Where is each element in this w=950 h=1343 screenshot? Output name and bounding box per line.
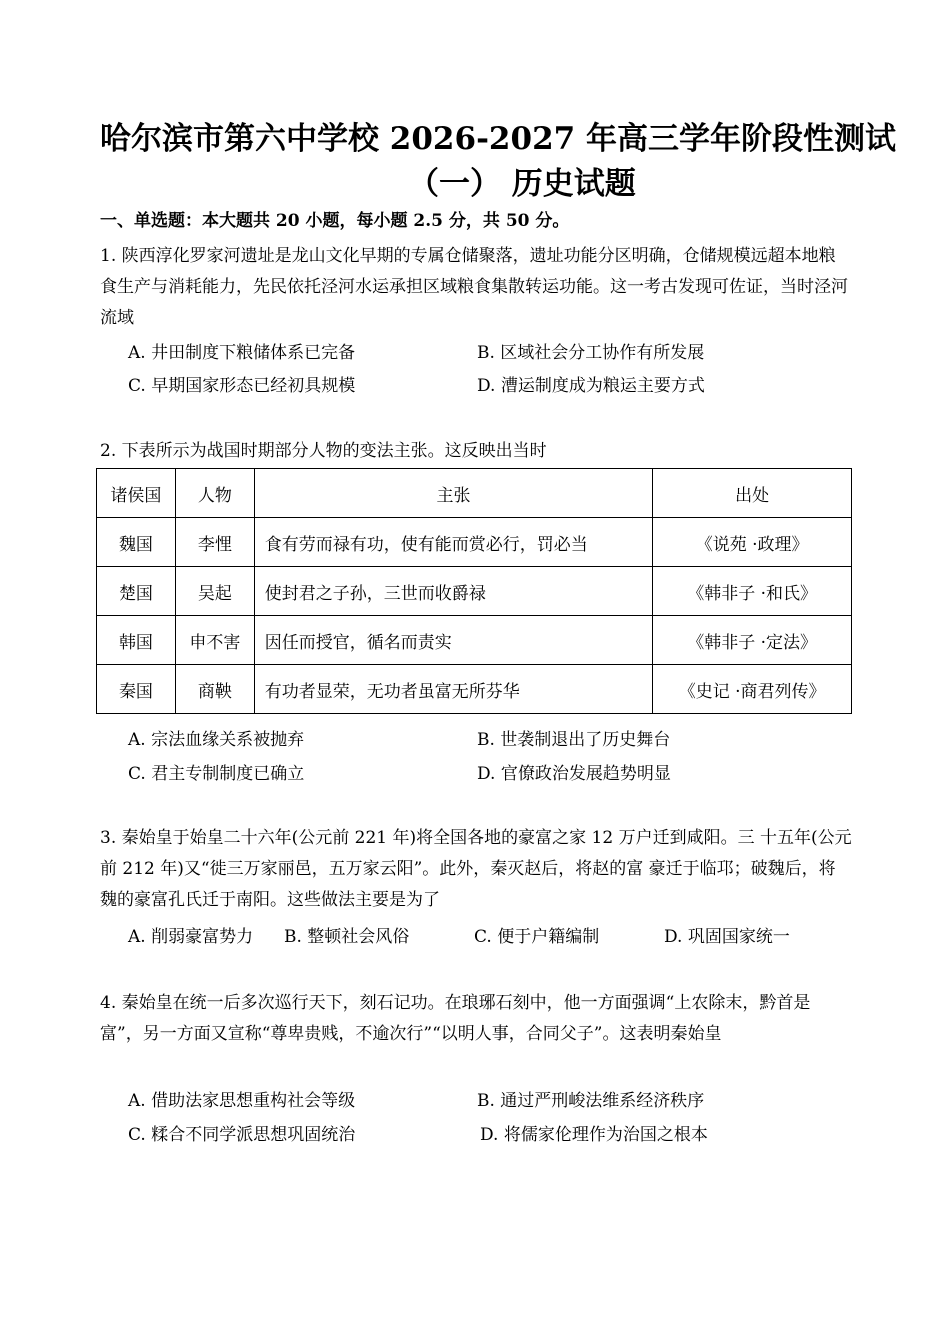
table-cell-person: 李悝 <box>175 518 254 567</box>
table-row <box>97 518 852 567</box>
table-header-cell: 人物 <box>175 469 254 518</box>
table-cell-state: 秦国 <box>97 665 176 714</box>
q4-option-c: C. 糅合不同学派思想巩固统治 <box>128 1125 356 1145</box>
table-header-cell: 出处 <box>653 469 852 518</box>
q4-option-b: B. 通过严刑峻法维系经济秩序 <box>477 1091 705 1111</box>
q3-option-c: C. 便于户籍编制 <box>474 927 600 947</box>
table-header-cell: 主张 <box>254 469 652 518</box>
q1-option-d: D. 漕运制度成为粮运主要方式 <box>477 376 705 396</box>
table-cell-source: 《韩非子 ·和氏》 <box>653 567 852 616</box>
q3-option-a: A. 削弱豪富势力 <box>128 927 254 947</box>
table-cell-proposal: 有功者显荣，无功者虽富无所芬华 <box>254 665 652 714</box>
question-2-text: 2. 下表所示为战国时期部分人物的变法主张。这反映出当时 <box>100 441 547 461</box>
question-1-text: 1. 陕西淳化罗家河遗址是龙山文化早期的专属仓储聚落，遗址功能分区明确，仓储规模远超本地粮食生产与消耗能力，先民依托泾河水运承担区域粮食集散转运功能。这一考古发现可佐证，当时泾河流域 <box>100 246 848 328</box>
q1-option-b: B. 区域社会分工协作有所发展 <box>477 343 705 363</box>
table-row <box>97 665 852 714</box>
question-3-text: 3. 秦始皇于始皇二十六年(公元前 221 年)将全国各地的豪富之家 12 万户迁到咸阳。三 十五年(公元前 212 年)又“徙三万家丽邑，五万家云阳”。此外，秦灭赵后，将赵的富 豪迁于临邛；破魏后，将魏的豪富孔氏迁于南阳。这些做法主要是为了 <box>100 828 852 910</box>
q1-option-c: C. 早期国家形态已经初具规模 <box>128 376 356 396</box>
table-cell-person: 吴起 <box>175 567 254 616</box>
table-cell-proposal: 使封君之子孙，三世而收爵禄 <box>254 567 652 616</box>
q2-option-a: A. 宗法血缘关系被抛弃 <box>128 730 305 750</box>
table-cell-source: 《说苑 ·政理》 <box>653 518 852 567</box>
q2-option-c: C. 君主专制制度已确立 <box>128 764 305 784</box>
exam-title-line1: 哈尔滨市第六中学校 2026-2027 年高三学年阶段性测试 <box>100 121 897 157</box>
table-header-row <box>97 469 852 518</box>
table-cell-source: 《韩非子 ·定法》 <box>653 616 852 665</box>
table-cell-state: 魏国 <box>97 518 176 567</box>
q3-option-d: D. 巩固国家统一 <box>664 927 790 947</box>
q2-option-d: D. 官僚政治发展趋势明显 <box>477 764 671 784</box>
table-cell-person: 商鞅 <box>175 665 254 714</box>
table-cell-proposal: 食有劳而禄有功，使有能而赏必行，罚必当 <box>254 518 652 567</box>
table-cell-state: 楚国 <box>97 567 176 616</box>
table-cell-source: 《史记 ·商君列传》 <box>653 665 852 714</box>
q4-option-d: D. 将儒家伦理作为治国之根本 <box>480 1125 708 1145</box>
question-4-text: 4. 秦始皇在统一后多次巡行天下，刻石记功。在琅琊石刻中，他一方面强调“上农除末，黔首是富”，另一方面又宣称“尊卑贵贱，不逾次行”“以明人事，合同父子”。这表明秦始皇 <box>100 993 811 1044</box>
q3-option-b: B. 整顿社会风俗 <box>284 927 410 947</box>
table-row <box>97 616 852 665</box>
reform-table <box>96 468 852 714</box>
section-heading: 一、单选题：本大题共 20 小题，每小题 2.5 分，共 50 分。 <box>100 211 570 231</box>
q2-option-b: B. 世袭制退出了历史舞台 <box>477 730 671 750</box>
q4-option-a: A. 借助法家思想重构社会等级 <box>128 1091 356 1111</box>
table-header-cell: 诸侯国 <box>97 469 176 518</box>
table-row <box>97 567 852 616</box>
table-cell-person: 申不害 <box>175 616 254 665</box>
q1-option-a: A. 井田制度下粮储体系已完备 <box>128 343 356 363</box>
table-cell-proposal: 因任而授官，循名而责实 <box>254 616 652 665</box>
exam-title-line2: （一） 历史试题 <box>408 166 636 202</box>
table-cell-state: 韩国 <box>97 616 176 665</box>
